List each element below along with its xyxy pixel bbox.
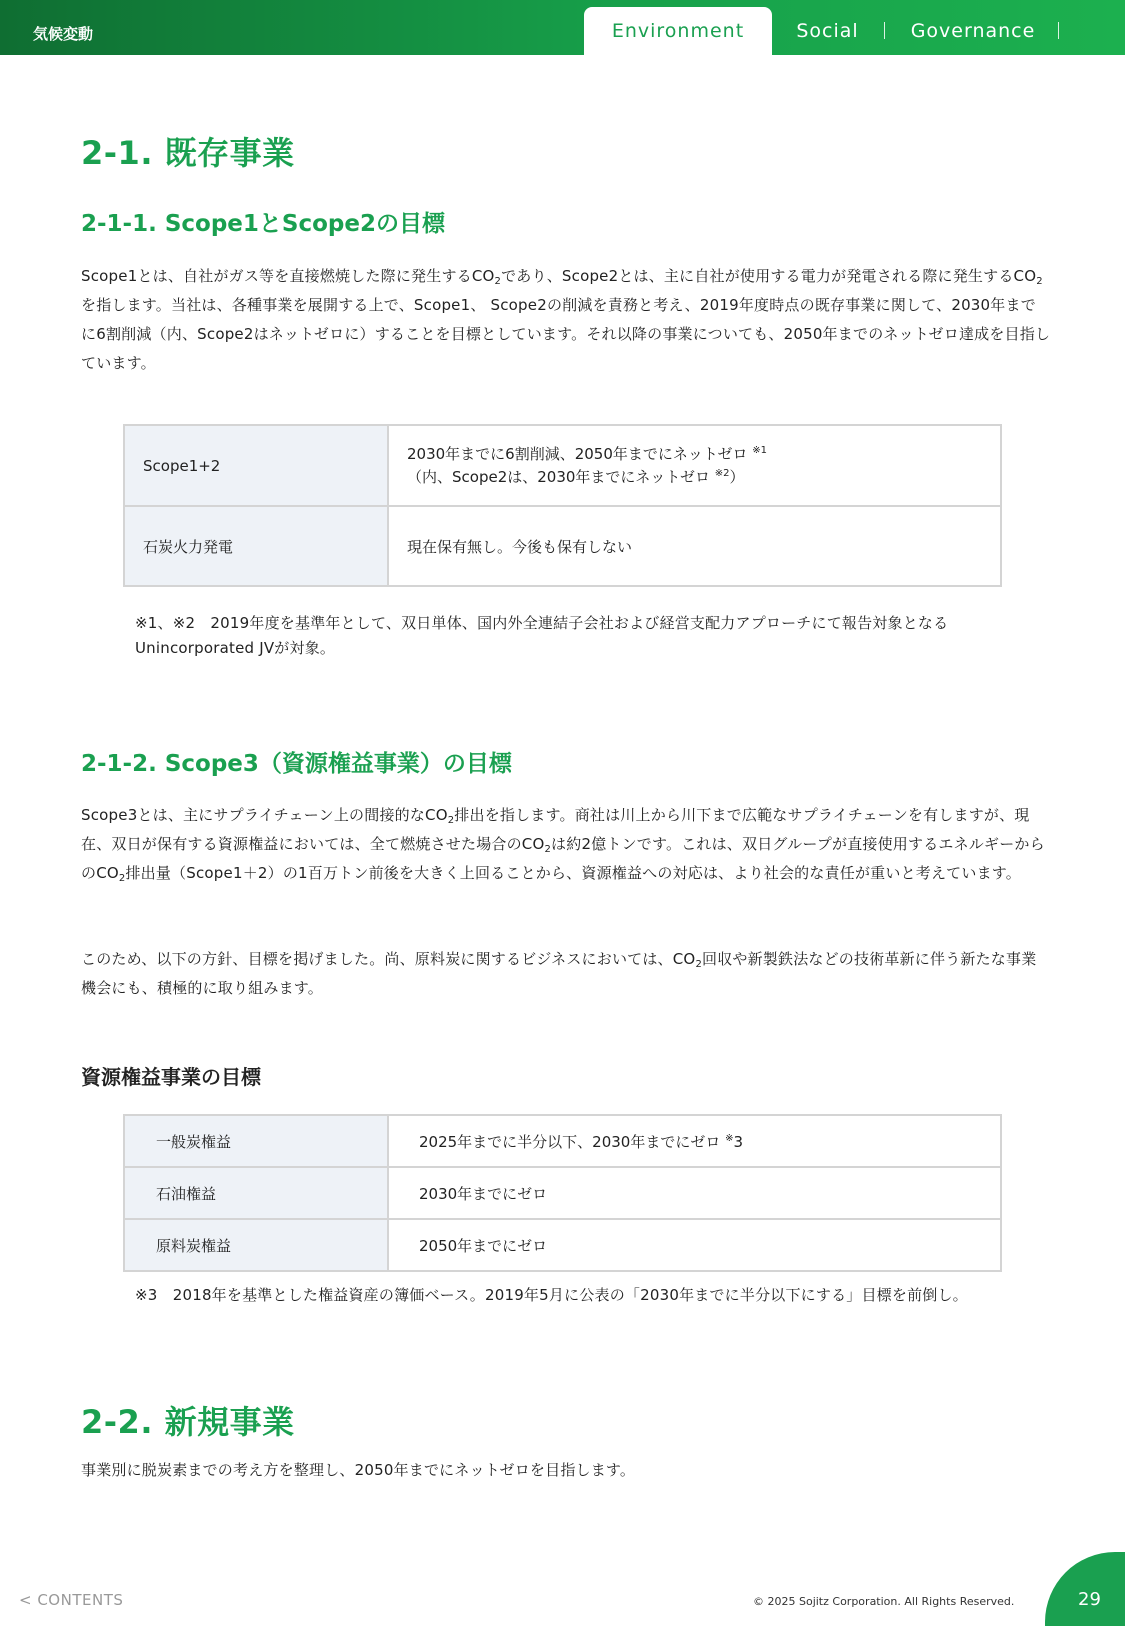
- contents-link[interactable]: < CONTENTS: [19, 1591, 124, 1609]
- policy-paragraph: このため、以下の方針、目標を掲げました。尚、原料炭に関するビジネスにおいては、$CO_2$回収や新製鉄法などの技術革新に伴う新たな事業機会にも、積極的に取り組みます。: [81, 950, 1037, 997]
- subsection-heading-scope1-2: 2-1-1. Scope1とScope2の目標: [81, 211, 445, 237]
- table-row-value: 現在保有無し。今後も保有しない: [388, 506, 1001, 586]
- scope1-2-paragraph: Scope1とは、自社がガス等を直接燃焼した際に発生する$CO_2$であり、Scope2とは、主に自社が使用する電力が発電される際に発生する$CO_2$を指します。当社は、各種事業を展開する上で、Scope1、 Scope2の削減を責務と考え、2019年度時点の既存事業に関して、2030年までに6割削減（内、Scope2はネットゼロに）することを目標としています。それ以降の事業についても、2050年までのネットゼロ達成を目指しています。: [81, 267, 1051, 372]
- table-row: [124, 425, 1001, 506]
- tab-governance[interactable]: Governance: [910, 20, 1036, 42]
- table-row-label: 石油権益: [124, 1167, 388, 1219]
- table-row-value: 2030年までにゼロ: [388, 1167, 1001, 1219]
- table-row-value: 2050年までにゼロ: [388, 1219, 1001, 1271]
- new-business-paragraph: 事業別に脱炭素までの考え方を整理し、2050年までにネットゼロを目指します。: [81, 1461, 636, 1479]
- top-header-bar: [0, 0, 1125, 55]
- table-row-label: 石炭火力発電: [124, 506, 388, 586]
- subsection-heading-scope3: 2-1-2. Scope3（資源権益事業）の目標: [81, 751, 512, 777]
- table-row-label: 一般炭権益: [124, 1115, 388, 1167]
- header-section-title: 気候変動: [33, 25, 94, 43]
- scope1-2-target-table: [123, 424, 1002, 587]
- table-row-value: 2025年までに半分以下、2030年までにゼロ ※3: [388, 1115, 1001, 1167]
- scope1-2-footnote: ※1、※2 2019年度を基準年として、双日単体、国内外全連結子会社および経営支配力アプローチにて報告対象となるUnincorporated JVが対象。: [135, 614, 949, 657]
- tab-separator: [1058, 22, 1059, 39]
- copyright-text: © 2025 Sojitz Corporation. All Rights Reserved.: [753, 1595, 1015, 1608]
- table-row-label: 原料炭権益: [124, 1219, 388, 1271]
- table-row: [124, 1115, 1001, 1167]
- scope3-paragraph: Scope3とは、主にサプライチェーン上の間接的な$CO_2$排出を指します。商社は川上から川下まで広範なサプライチェーンを有しますが、現在、双日が保有する資源権益においては、全て燃焼させた場合の$CO_2$は約2億トンです。これは、双日グループが直接使用するエネルギーからの$CO_2$排出量（Scope1＋2）の1百万トン前後を大きく上回ることから、資源権益への対応は、より社会的な責任が重いと考えています。: [81, 806, 1045, 884]
- tab-social[interactable]: Social: [796, 20, 859, 42]
- resource-interest-target-table: [123, 1114, 1002, 1272]
- table-row: [124, 506, 1001, 586]
- tab-separator: [884, 22, 885, 39]
- resource-interest-targets-heading: 資源権益事業の目標: [81, 1065, 261, 1089]
- table-row-label: Scope1+2: [124, 425, 388, 506]
- table-row: [124, 1167, 1001, 1219]
- resource-interest-footnote: ※3 2018年を基準とした権益資産の簿価ベース。2019年5月に公表の「2030年までに半分以下にする」目標を前倒し。: [135, 1286, 968, 1304]
- table-row: [124, 1219, 1001, 1271]
- tab-environment[interactable]: Environment: [584, 7, 772, 55]
- table-row-value: 2030年までに6割削減、2050年までにネットゼロ $^{※1}$ （内、Scope2は、2030年までにネットゼロ $^{※2}$）: [388, 425, 1001, 506]
- page-number: 29: [1078, 1589, 1101, 1610]
- section-heading-existing-business: 2-1. 既存事業: [81, 134, 295, 172]
- section-heading-new-business: 2-2. 新規事業: [81, 1403, 295, 1441]
